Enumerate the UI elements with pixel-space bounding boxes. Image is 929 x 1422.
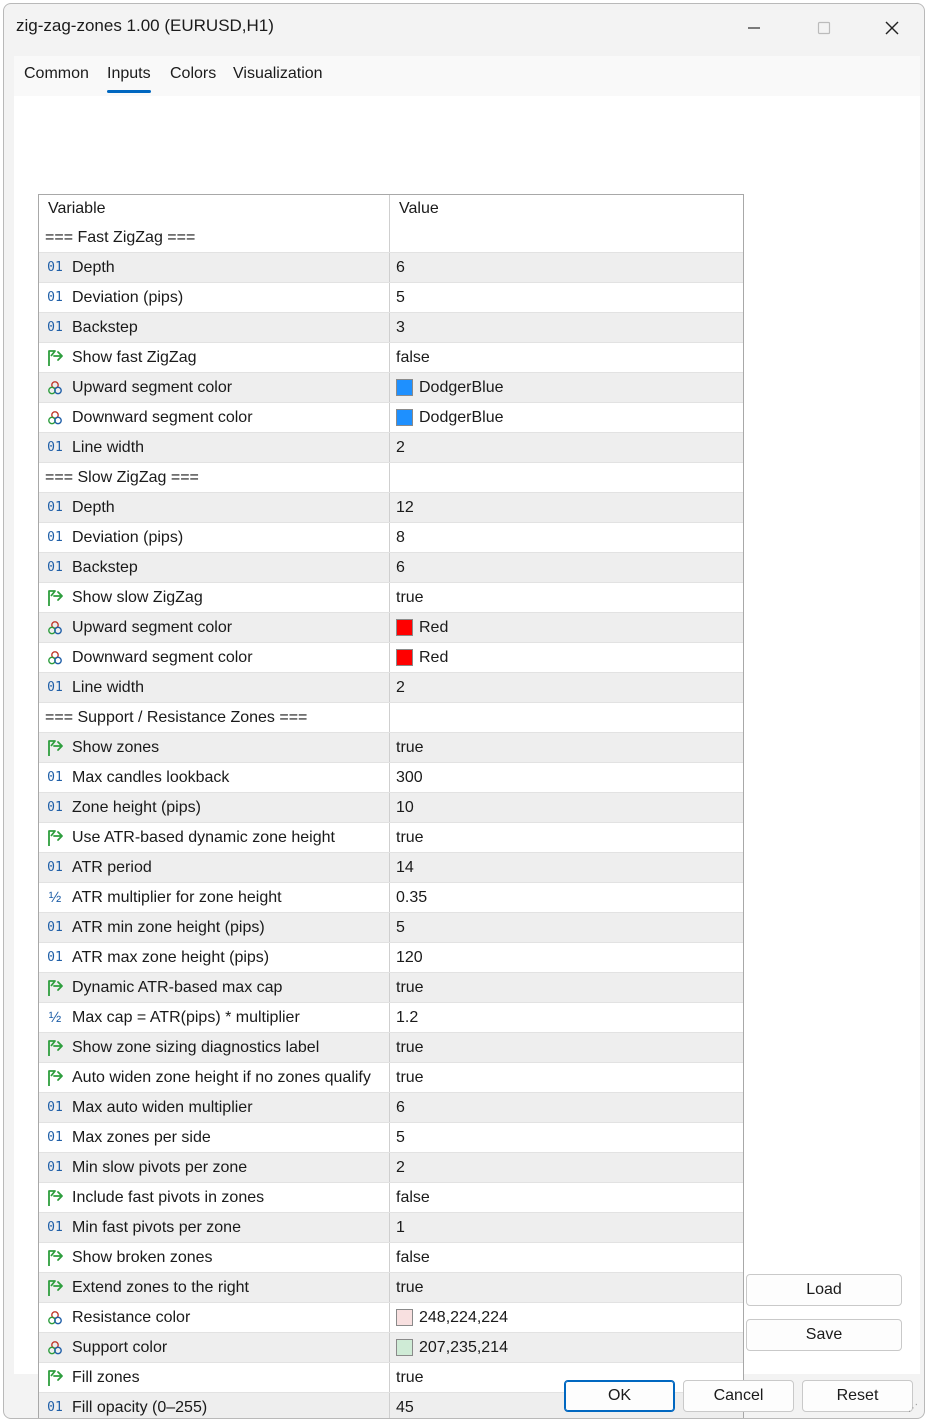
- grid-row[interactable]: [39, 463, 743, 493]
- grid-row[interactable]: [39, 583, 743, 613]
- value-cell[interactable]: [390, 523, 743, 552]
- variable-name: Backstep: [72, 558, 138, 576]
- value-text: 12: [396, 498, 414, 516]
- value-text: false: [396, 1248, 430, 1266]
- variable-name: Line width: [72, 438, 145, 456]
- double-type-icon: ½: [48, 1009, 62, 1026]
- tab-inputs[interactable]: Inputs: [107, 65, 151, 82]
- variable-cell[interactable]: [39, 883, 390, 912]
- variable-name: ATR min zone height (pips): [72, 918, 265, 936]
- variable-name: Extend zones to the right: [72, 1278, 249, 1296]
- color-type-icon: [45, 1338, 65, 1358]
- value-text: 45: [396, 1398, 414, 1416]
- integer-type-icon: 01: [47, 920, 63, 935]
- variable-cell[interactable]: [39, 253, 390, 282]
- grid-row[interactable]: [39, 703, 743, 733]
- variable-cell[interactable]: [39, 1123, 390, 1152]
- variable-name: Min slow pivots per zone: [72, 1158, 248, 1176]
- variable-name: Upward segment color: [72, 378, 233, 396]
- value-text: true: [396, 1368, 424, 1386]
- value-text: 2: [396, 438, 405, 456]
- variable-name: Dynamic ATR-based max cap: [72, 978, 283, 996]
- value-cell[interactable]: [390, 343, 743, 372]
- value-cell[interactable]: [390, 403, 743, 432]
- bool-type-icon: [45, 978, 65, 998]
- bool-type-icon: [45, 1038, 65, 1058]
- variable-cell[interactable]: [39, 793, 390, 822]
- color-swatch[interactable]: [396, 649, 413, 666]
- value-cell[interactable]: [390, 463, 743, 492]
- variable-cell[interactable]: [39, 1063, 390, 1092]
- integer-type-icon: 01: [47, 1100, 63, 1115]
- value-cell[interactable]: [390, 223, 743, 252]
- maximize-icon: [817, 21, 831, 35]
- grid-row[interactable]: [39, 523, 743, 553]
- grid-row[interactable]: [39, 343, 743, 373]
- color-type-icon: [45, 1308, 65, 1328]
- grid-row[interactable]: [39, 1243, 743, 1273]
- grid-row[interactable]: [39, 1333, 743, 1363]
- variable-cell[interactable]: [39, 433, 390, 462]
- grid-row[interactable]: [39, 223, 743, 253]
- integer-type-icon: 01: [47, 1400, 63, 1415]
- grid-row[interactable]: [39, 1153, 743, 1183]
- value-text: true: [396, 738, 424, 756]
- grid-rows: [39, 223, 743, 1419]
- value-text: 6: [396, 1098, 405, 1116]
- grid-row[interactable]: [39, 553, 743, 583]
- variable-cell[interactable]: [39, 733, 390, 762]
- value-cell[interactable]: [390, 673, 743, 702]
- integer-type-icon: 01: [47, 560, 63, 575]
- bool-type-icon: [45, 348, 65, 368]
- variable-cell[interactable]: [39, 643, 390, 672]
- value-text: true: [396, 1278, 424, 1296]
- variable-cell[interactable]: [39, 403, 390, 432]
- grid-row[interactable]: [39, 1063, 743, 1093]
- variable-cell[interactable]: [39, 1273, 390, 1302]
- bool-type-icon: [45, 1368, 65, 1388]
- variable-cell[interactable]: [39, 493, 390, 522]
- value-text: 3: [396, 318, 405, 336]
- variable-cell[interactable]: [39, 973, 390, 1002]
- variable-cell[interactable]: [39, 1333, 390, 1362]
- variable-name: ATR max zone height (pips): [72, 948, 270, 966]
- bool-type-icon: [45, 828, 65, 848]
- value-cell[interactable]: [390, 1153, 743, 1182]
- resize-grip-icon[interactable]: ⋰: [908, 1403, 918, 1414]
- variable-name: Line width: [72, 678, 145, 696]
- value-text: DodgerBlue: [419, 378, 504, 396]
- bool-type-icon: [45, 1188, 65, 1208]
- value-text: 0.35: [396, 888, 428, 906]
- integer-type-icon: 01: [47, 1220, 63, 1235]
- value-text: 6: [396, 258, 405, 276]
- variable-cell[interactable]: [39, 1303, 390, 1332]
- variable-cell[interactable]: [39, 703, 390, 732]
- value-text: Red: [419, 618, 449, 636]
- close-icon: [884, 20, 900, 36]
- variable-cell[interactable]: [39, 1183, 390, 1212]
- grid-row[interactable]: [39, 373, 743, 403]
- variable-name: Min fast pivots per zone: [72, 1218, 241, 1236]
- integer-type-icon: 01: [47, 260, 63, 275]
- variable-name: Upward segment color: [72, 618, 233, 636]
- variable-cell[interactable]: [39, 553, 390, 582]
- color-swatch[interactable]: [396, 619, 413, 636]
- variable-cell[interactable]: [39, 943, 390, 972]
- variable-name: Support color: [72, 1338, 168, 1356]
- variable-cell[interactable]: [39, 1393, 390, 1419]
- variable-name: Show zones: [72, 738, 160, 756]
- variable-cell[interactable]: [39, 1093, 390, 1122]
- grid-row[interactable]: [39, 643, 743, 673]
- value-text: 10: [396, 798, 414, 816]
- value-cell[interactable]: [390, 433, 743, 462]
- variable-cell[interactable]: [39, 1243, 390, 1272]
- variable-name: Show zone sizing diagnostics label: [72, 1038, 320, 1056]
- value-cell[interactable]: [390, 1273, 743, 1302]
- value-cell[interactable]: [390, 1183, 743, 1212]
- value-cell[interactable]: [390, 1333, 743, 1362]
- variable-cell[interactable]: [39, 223, 390, 252]
- value-cell[interactable]: [390, 1063, 743, 1092]
- variable-cell[interactable]: [39, 583, 390, 612]
- value-text: 207,235,214: [419, 1338, 508, 1356]
- variable-name: ATR period: [72, 858, 152, 876]
- color-type-icon: [45, 408, 65, 428]
- grid-row[interactable]: [39, 1033, 743, 1063]
- window-title: zig-zag-zones 1.00 (EURUSD,H1): [16, 16, 274, 35]
- grid-row[interactable]: [39, 853, 743, 883]
- value-cell[interactable]: [390, 313, 743, 342]
- variable-cell[interactable]: [39, 1033, 390, 1062]
- variable-name: Max cap = ATR(pips) * multiplier: [72, 1008, 300, 1026]
- value-cell[interactable]: [390, 1033, 743, 1062]
- integer-type-icon: 01: [47, 440, 63, 455]
- integer-type-icon: 01: [47, 680, 63, 695]
- value-cell[interactable]: [390, 1003, 743, 1032]
- variable-name: === Support / Resistance Zones ===: [45, 708, 308, 726]
- integer-type-icon: 01: [47, 500, 63, 515]
- variable-cell[interactable]: [39, 343, 390, 372]
- variable-name: === Slow ZigZag ===: [45, 468, 199, 486]
- minimize-button[interactable]: [724, 8, 784, 48]
- value-text: 6: [396, 558, 405, 576]
- inputs-grid[interactable]: [38, 194, 744, 1419]
- value-cell[interactable]: [390, 853, 743, 882]
- color-swatch[interactable]: [396, 379, 413, 396]
- value-text: true: [396, 588, 424, 606]
- bool-type-icon: [45, 588, 65, 608]
- bool-type-icon: [45, 738, 65, 758]
- bool-type-icon: [45, 1278, 65, 1298]
- close-button[interactable]: [862, 8, 922, 48]
- value-cell[interactable]: [390, 823, 743, 852]
- value-text: 14: [396, 858, 414, 876]
- variable-name: Show slow ZigZag: [72, 588, 203, 606]
- value-text: 1: [396, 1218, 405, 1236]
- grid-row[interactable]: [39, 793, 743, 823]
- save-button[interactable]: Save: [746, 1319, 902, 1351]
- grid-row[interactable]: [39, 883, 743, 913]
- value-text: 2: [396, 678, 405, 696]
- value-text: 5: [396, 1128, 405, 1146]
- cancel-button[interactable]: Cancel: [683, 1380, 794, 1412]
- variable-name: Max candles lookback: [72, 768, 230, 786]
- grid-row[interactable]: [39, 973, 743, 1003]
- value-cell[interactable]: [390, 1303, 743, 1332]
- variable-name: Deviation (pips): [72, 528, 184, 546]
- value-cell[interactable]: [390, 373, 743, 402]
- variable-name: Show broken zones: [72, 1248, 213, 1266]
- load-button[interactable]: Load: [746, 1274, 902, 1306]
- value-cell[interactable]: [390, 703, 743, 732]
- bool-type-icon: [45, 1068, 65, 1088]
- variable-cell[interactable]: [39, 763, 390, 792]
- ok-button[interactable]: OK: [564, 1380, 675, 1412]
- value-text: 248,224,224: [419, 1308, 508, 1326]
- variable-name: Downward segment color: [72, 648, 253, 666]
- value-cell[interactable]: [390, 793, 743, 822]
- grid-row[interactable]: [39, 613, 743, 643]
- integer-type-icon: 01: [47, 860, 63, 875]
- tab-colors[interactable]: Colors: [170, 65, 217, 82]
- value-cell[interactable]: [390, 883, 743, 912]
- value-cell[interactable]: [390, 283, 743, 312]
- grid-row[interactable]: [39, 673, 743, 703]
- integer-type-icon: 01: [47, 530, 63, 545]
- grid-row[interactable]: [39, 433, 743, 463]
- variable-name: ATR multiplier for zone height: [72, 888, 282, 906]
- integer-type-icon: 01: [47, 1130, 63, 1145]
- variable-cell[interactable]: [39, 673, 390, 702]
- header-variable[interactable]: Variable: [39, 195, 390, 223]
- value-cell[interactable]: [390, 253, 743, 282]
- value-cell[interactable]: [390, 1243, 743, 1272]
- grid-row[interactable]: [39, 1213, 743, 1243]
- value-text: 8: [396, 528, 405, 546]
- value-text: false: [396, 1188, 430, 1206]
- variable-cell[interactable]: [39, 463, 390, 492]
- value-cell[interactable]: [390, 733, 743, 762]
- tab-bar: [14, 56, 920, 96]
- variable-name: Fill opacity (0–255): [72, 1398, 208, 1416]
- variable-cell[interactable]: [39, 373, 390, 402]
- variable-cell[interactable]: [39, 283, 390, 312]
- color-type-icon: [45, 618, 65, 638]
- value-text: 300: [396, 768, 423, 786]
- value-cell[interactable]: [390, 643, 743, 672]
- dialog-window: [3, 3, 925, 1419]
- integer-type-icon: 01: [47, 800, 63, 815]
- variable-name: Depth: [72, 498, 115, 516]
- value-text: 2: [396, 1158, 405, 1176]
- value-text: 1.2: [396, 1008, 419, 1026]
- integer-type-icon: 01: [47, 290, 63, 305]
- variable-cell[interactable]: [39, 1363, 390, 1392]
- grid-row[interactable]: [39, 403, 743, 433]
- variable-cell[interactable]: [39, 1153, 390, 1182]
- grid-row[interactable]: [39, 1303, 743, 1333]
- variable-name: Max auto widen multiplier: [72, 1098, 253, 1116]
- variable-name: Resistance color: [72, 1308, 191, 1326]
- variable-name: Depth: [72, 258, 115, 276]
- integer-type-icon: 01: [47, 950, 63, 965]
- integer-type-icon: 01: [47, 770, 63, 785]
- value-text: DodgerBlue: [419, 408, 504, 426]
- variable-name: === Fast ZigZag ===: [45, 228, 196, 246]
- variable-cell[interactable]: [39, 853, 390, 882]
- variable-cell[interactable]: [39, 1213, 390, 1242]
- variable-name: Zone height (pips): [72, 798, 201, 816]
- value-cell[interactable]: [390, 1213, 743, 1242]
- maximize-button[interactable]: [794, 8, 854, 48]
- value-cell[interactable]: [390, 763, 743, 792]
- grid-row[interactable]: [39, 1183, 743, 1213]
- value-cell[interactable]: [390, 943, 743, 972]
- variable-cell[interactable]: [39, 613, 390, 642]
- value-cell[interactable]: [390, 973, 743, 1002]
- grid-header: [39, 195, 743, 223]
- header-value[interactable]: Value: [399, 200, 439, 217]
- color-type-icon: [45, 648, 65, 668]
- grid-row[interactable]: [39, 1003, 743, 1033]
- value-cell[interactable]: [390, 583, 743, 612]
- double-type-icon: ½: [48, 889, 62, 906]
- grid-row[interactable]: [39, 823, 743, 853]
- grid-row[interactable]: [39, 733, 743, 763]
- value-text: 5: [396, 288, 405, 306]
- value-text: true: [396, 828, 424, 846]
- bool-type-icon: [45, 1248, 65, 1268]
- grid-row[interactable]: [39, 1093, 743, 1123]
- variable-name: Include fast pivots in zones: [72, 1188, 265, 1206]
- value-cell[interactable]: [390, 553, 743, 582]
- title-bar[interactable]: [4, 4, 924, 52]
- value-cell[interactable]: [390, 1123, 743, 1152]
- color-swatch[interactable]: [396, 1339, 413, 1356]
- grid-row[interactable]: [39, 283, 743, 313]
- variable-name: Max zones per side: [72, 1128, 211, 1146]
- value-text: 5: [396, 918, 405, 936]
- color-type-icon: [45, 378, 65, 398]
- value-cell[interactable]: [390, 1093, 743, 1122]
- variable-name: Fill zones: [72, 1368, 140, 1386]
- variable-name: Use ATR-based dynamic zone height: [72, 828, 335, 846]
- variable-name: Show fast ZigZag: [72, 348, 197, 366]
- integer-type-icon: 01: [47, 1160, 63, 1175]
- value-cell[interactable]: [390, 913, 743, 942]
- variable-cell[interactable]: [39, 313, 390, 342]
- grid-row[interactable]: [39, 1273, 743, 1303]
- variable-name: Downward segment color: [72, 408, 253, 426]
- color-swatch[interactable]: [396, 1309, 413, 1326]
- tab-common[interactable]: Common: [24, 65, 89, 82]
- grid-row[interactable]: [39, 763, 743, 793]
- value-text: false: [396, 348, 430, 366]
- value-cell[interactable]: [390, 493, 743, 522]
- grid-row[interactable]: [39, 913, 743, 943]
- value-text: Red: [419, 648, 449, 666]
- variable-name: Auto widen zone height if no zones qualify: [72, 1068, 371, 1086]
- grid-row[interactable]: [39, 1123, 743, 1153]
- reset-button[interactable]: Reset: [802, 1380, 913, 1412]
- color-swatch[interactable]: [396, 409, 413, 426]
- value-text: true: [396, 1038, 424, 1056]
- grid-row[interactable]: [39, 943, 743, 973]
- variable-cell[interactable]: [39, 1003, 390, 1032]
- minimize-icon: [747, 21, 761, 35]
- grid-row[interactable]: [39, 493, 743, 523]
- variable-cell[interactable]: [39, 823, 390, 852]
- variable-name: Deviation (pips): [72, 288, 184, 306]
- tab-visualization[interactable]: Visualization: [233, 65, 323, 82]
- value-text: 120: [396, 948, 423, 966]
- integer-type-icon: 01: [47, 320, 63, 335]
- grid-row[interactable]: [39, 313, 743, 343]
- variable-cell[interactable]: [39, 523, 390, 552]
- value-text: true: [396, 978, 424, 996]
- grid-row[interactable]: [39, 253, 743, 283]
- value-text: true: [396, 1068, 424, 1086]
- value-cell[interactable]: [390, 613, 743, 642]
- variable-name: Backstep: [72, 318, 138, 336]
- variable-cell[interactable]: [39, 913, 390, 942]
